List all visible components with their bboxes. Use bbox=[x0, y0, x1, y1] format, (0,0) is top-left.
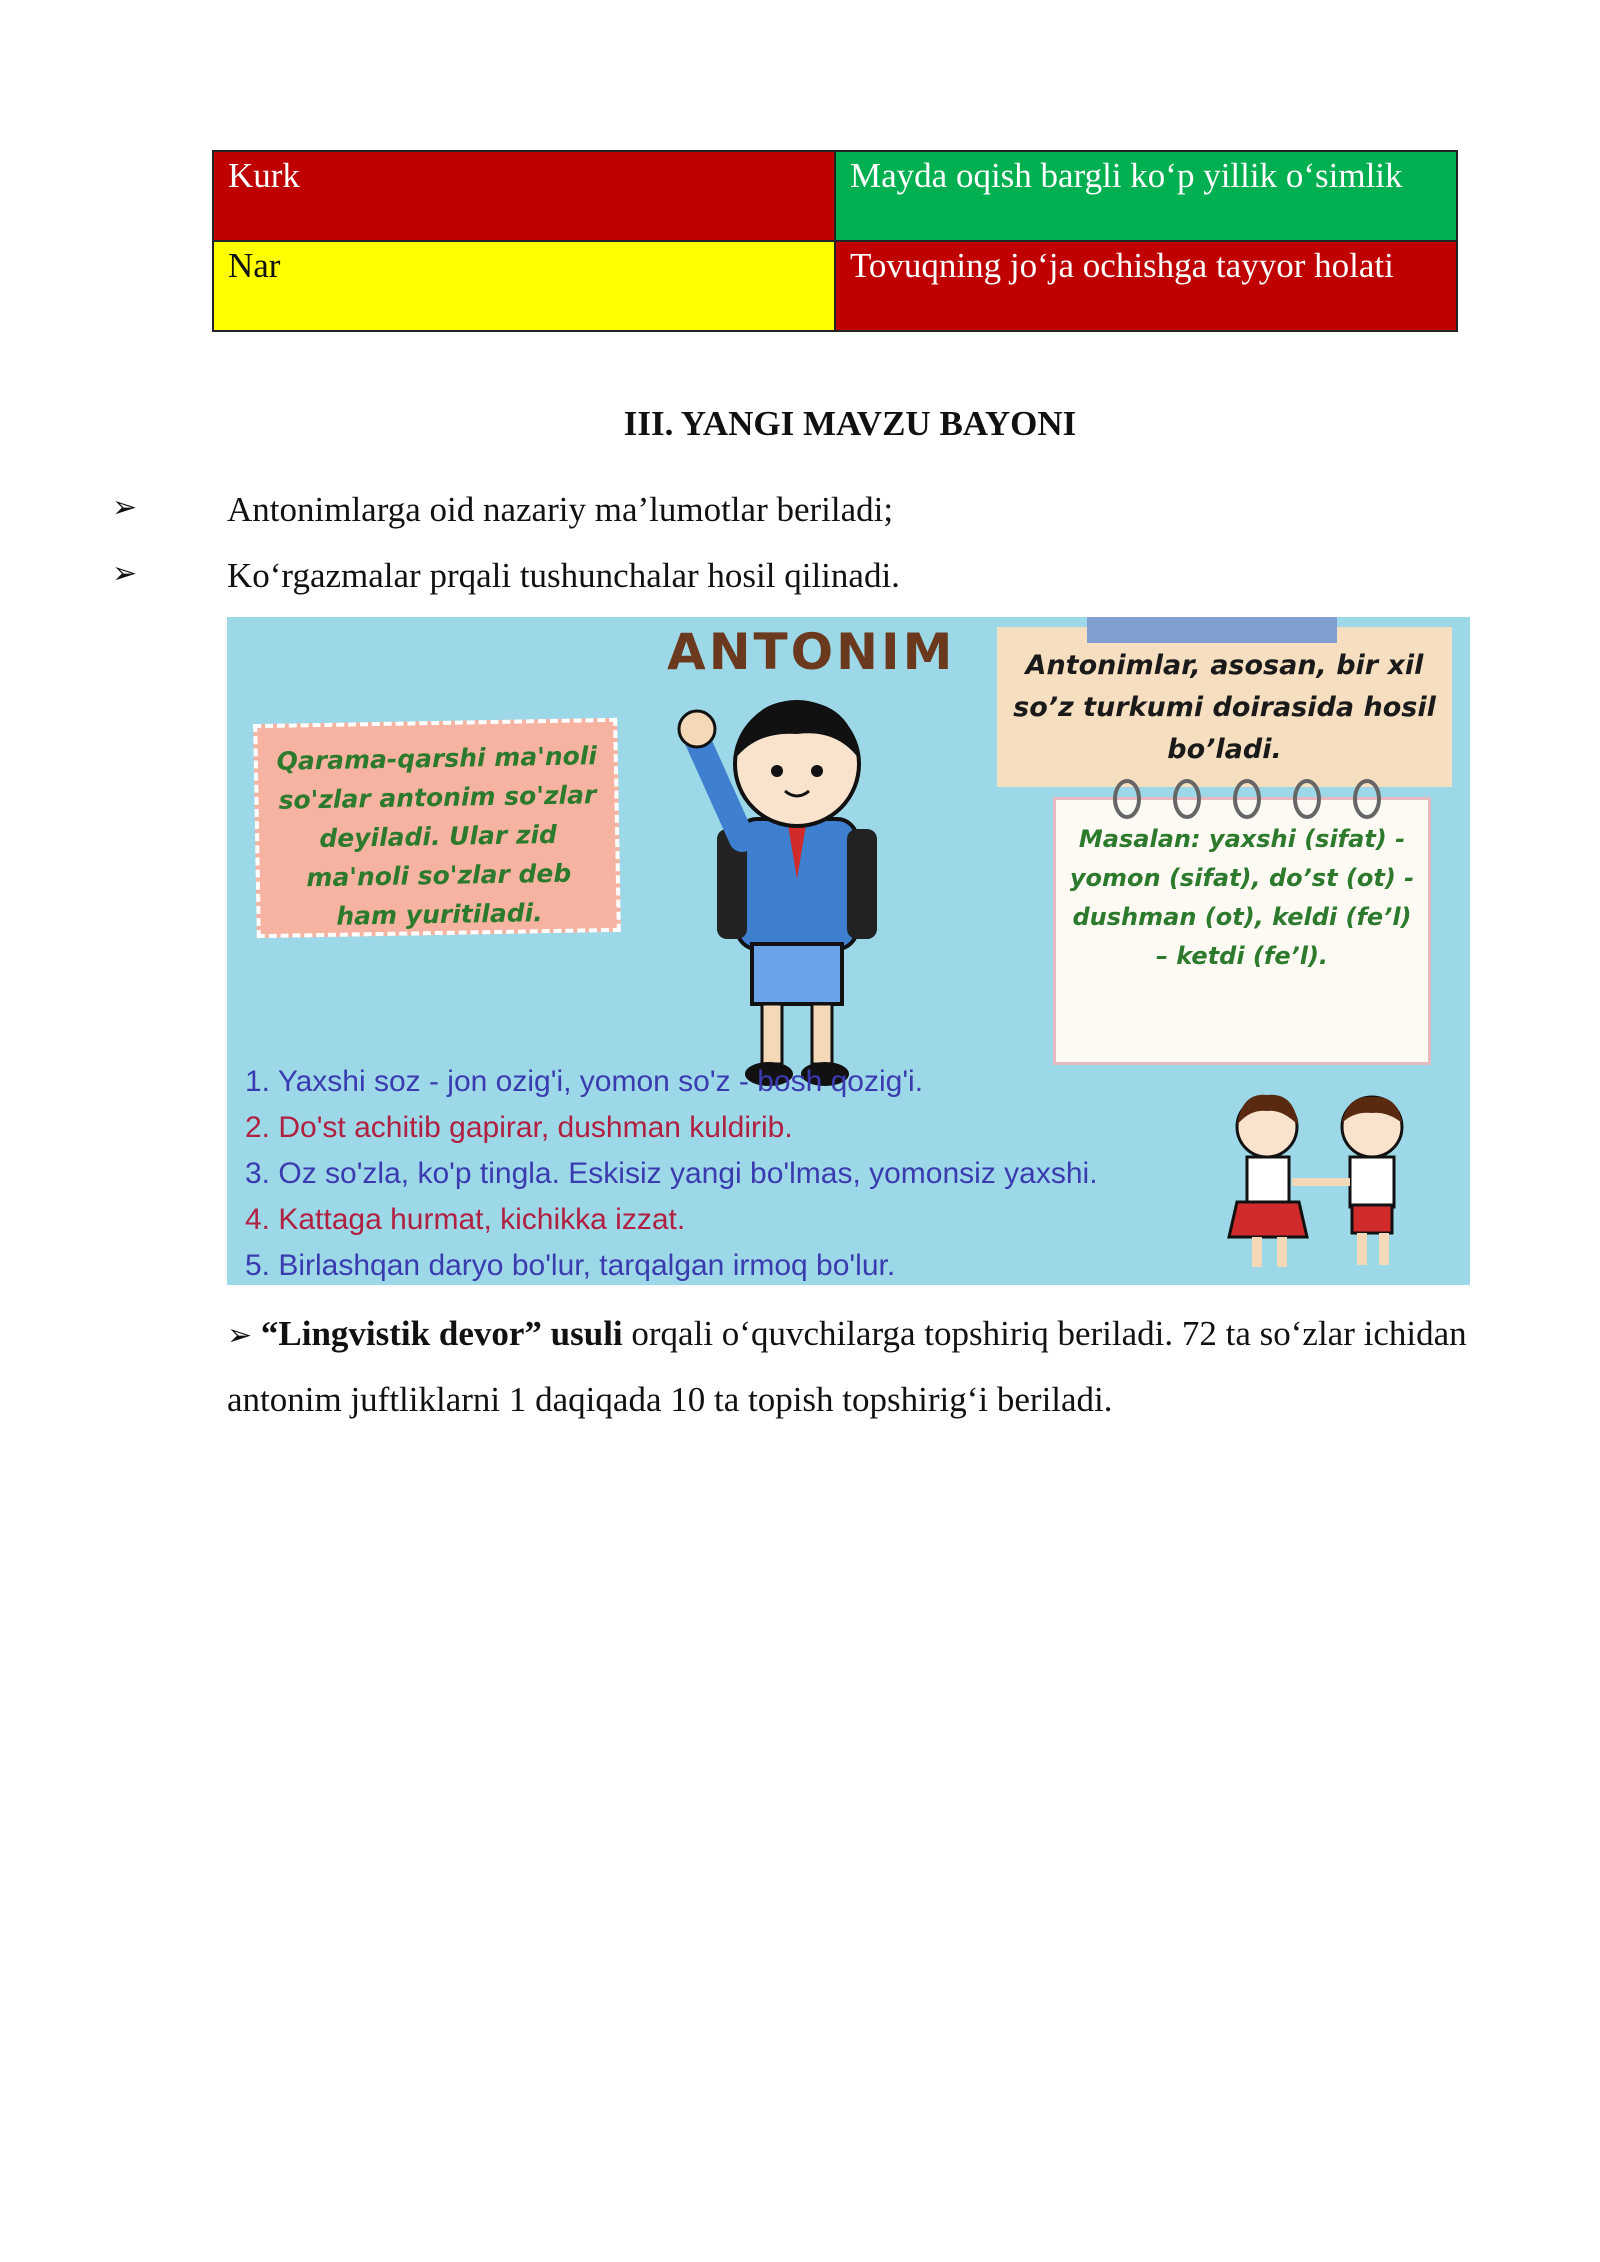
list-item: 5. Birlashqan daryo bo'lur, tarqalgan irmoq bo'lur. bbox=[245, 1249, 896, 1282]
arrow-bullet-icon: ➢ bbox=[227, 1318, 253, 1353]
example-notepad bbox=[1053, 797, 1431, 1065]
table-cell: Tovuqning jo‘ja ochishga tayyor holati bbox=[835, 241, 1457, 331]
definition-text: Qarama-qarshi ma'noli so'zlar antonim so'zlar deyiladi. Ular zid ma'noli so'zlar deb ham yuritiladi. bbox=[276, 741, 598, 931]
tape-strip bbox=[1087, 617, 1337, 643]
matching-table bbox=[212, 150, 1458, 332]
arrow-bullet-icon: ➢ bbox=[112, 556, 138, 591]
arrow-bullet-icon: ➢ bbox=[112, 490, 138, 525]
proverbs-list bbox=[245, 1059, 1098, 1285]
illustration-title: ANTONIM bbox=[667, 623, 956, 681]
walking-children-icon bbox=[1202, 1087, 1442, 1282]
list-item: 3. Oz so'zla, ko'p tingla. Eskisiz yangi bo'lmas, yomonsiz yaxshi. bbox=[245, 1157, 1098, 1190]
table-row bbox=[213, 151, 1457, 241]
notepad-rings-icon bbox=[1107, 775, 1387, 825]
bullet-text: Antonimlarga oid nazariy ma’lumotlar beriladi; bbox=[227, 490, 894, 529]
table-row bbox=[213, 241, 1457, 331]
paragraph-text: orqali o‘quvchilarga topshiriq beriladi. 72 ta so‘zlar ichidan antonim juftliklarni 1 daqiqada 10 ta topish topshirig‘i beriladi. bbox=[227, 1314, 1467, 1419]
definition-card bbox=[253, 718, 621, 938]
list-item: 4. Kattaga hurmat, kichikka izzat. bbox=[245, 1203, 686, 1236]
group-note-card bbox=[997, 627, 1452, 787]
table-cell: Kurk bbox=[213, 151, 835, 241]
example-text: Masalan: yaxshi (sifat) - yomon (sifat), do’st (ot) - dushman (ot), keldi (fe’l) – ketdi (fe’l). bbox=[1069, 825, 1415, 970]
table-cell: Mayda oqish bargli ko‘p yillik o‘simlik bbox=[835, 151, 1457, 241]
group-note-text: Antonimlar, asosan, bir xil so’z turkumi doirasida hosil bo’ladi. bbox=[1013, 650, 1436, 765]
list-item: 1. Yaxshi soz - jon ozig'i, yomon so'z - bosh qozig'i. bbox=[245, 1065, 924, 1098]
section-heading: III. YANGI MAVZU BAYONI bbox=[623, 404, 1077, 443]
list-item: 2. Do'st achitib gapirar, dushman kuldirib. bbox=[245, 1111, 793, 1144]
task-paragraph bbox=[227, 1302, 1477, 1432]
schoolboy-icon bbox=[677, 679, 927, 1119]
method-name: “Lingvistik devor” usuli bbox=[260, 1314, 623, 1353]
antonym-illustration bbox=[227, 617, 1470, 1285]
table-cell: Nar bbox=[213, 241, 835, 331]
bullet-text: Ko‘rgazmalar prqali tushunchalar hosil qilinadi. bbox=[227, 556, 900, 595]
